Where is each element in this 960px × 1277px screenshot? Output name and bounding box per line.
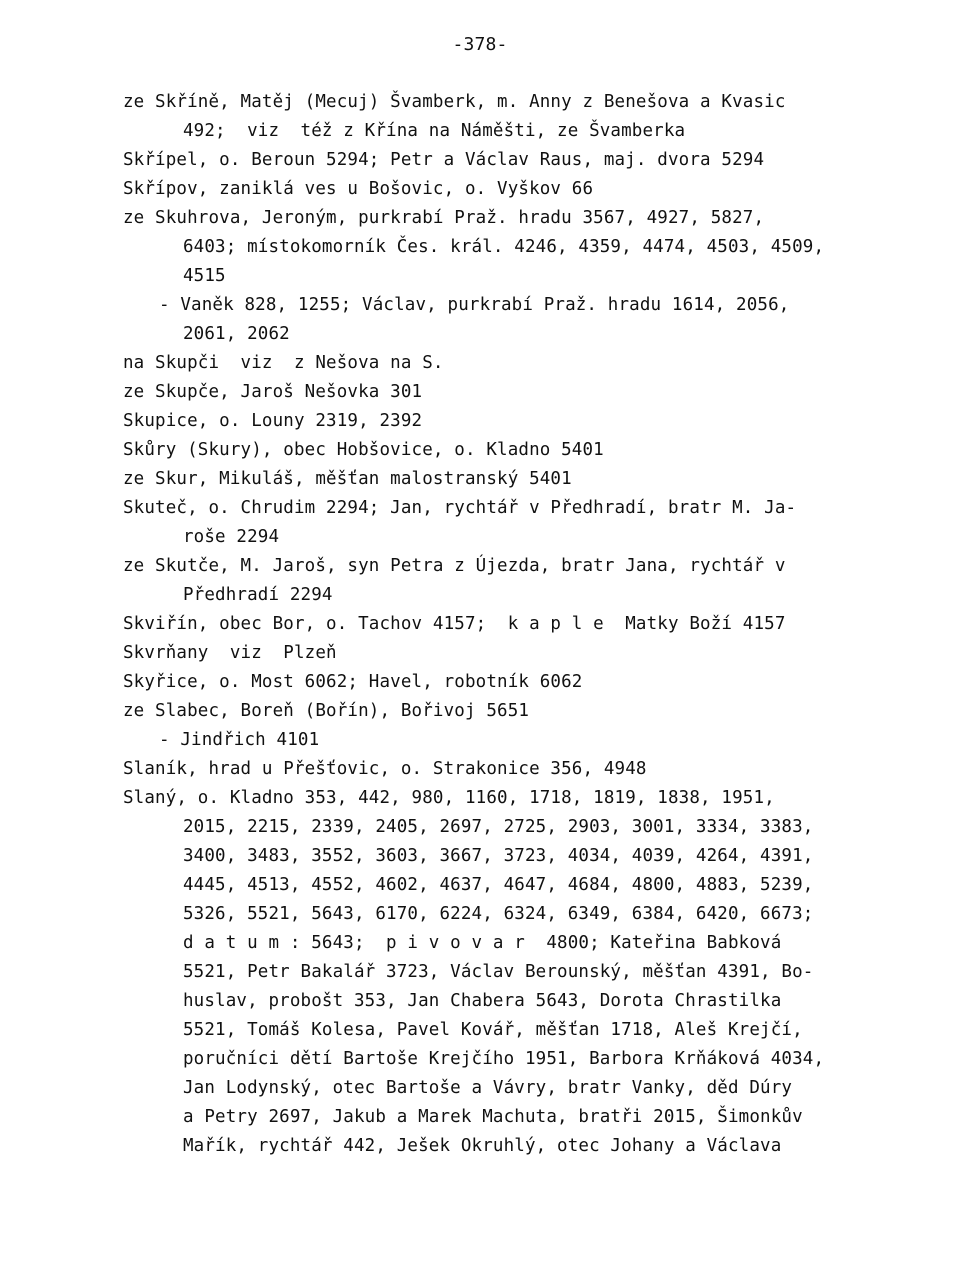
index-line: - Vaněk 828, 1255; Václav, purkrabí Praž. hradu 1614, 2056,	[159, 295, 790, 315]
index-line: huslav, probošt 353, Jan Chabera 5643, Dorota Chrastilka	[183, 991, 782, 1011]
index-line: 3400, 3483, 3552, 3603, 3667, 3723, 4034, 4039, 4264, 4391,	[183, 846, 814, 866]
index-line: Skřípel, o. Beroun 5294; Petr a Václav Raus, maj. dvora 5294	[123, 150, 765, 170]
index-line: 4445, 4513, 4552, 4602, 4637, 4647, 4684, 4800, 4883, 5239,	[183, 875, 814, 895]
index-line: Skyřice, o. Most 6062; Havel, robotník 6062	[123, 672, 583, 692]
index-line: ze Skříně, Matěj (Mecuj) Švamberk, m. Anny z Benešova a Kvasic	[123, 92, 786, 112]
index-line: d a t u m : 5643; p i v o v a r 4800; Kateřina Babková	[183, 933, 782, 953]
index-line: 5326, 5521, 5643, 6170, 6224, 6324, 6349, 6384, 6420, 6673;	[183, 904, 814, 924]
index-line: Skvrňany viz Plzeň	[123, 643, 337, 663]
index-line: a Petry 2697, Jakub a Marek Machuta, bratři 2015, Šimonkův	[183, 1107, 803, 1127]
index-entries	[123, 88, 824, 1161]
index-line: Skřípov, zaniklá ves u Bošovic, o. Vyškov 66	[123, 179, 594, 199]
index-line: Skůry (Skury), obec Hobšovice, o. Kladno 5401	[123, 440, 604, 460]
index-line: Slaník, hrad u Přešťovic, o. Strakonice 356, 4948	[123, 759, 647, 779]
index-line: Slaný, o. Kladno 353, 442, 980, 1160, 1718, 1819, 1838, 1951,	[123, 788, 775, 808]
index-line: ze Skuhrova, Jeroným, purkrabí Praž. hradu 3567, 4927, 5827,	[123, 208, 765, 228]
index-line: 492; viz též z Křína na Náměšti, ze Švamberka	[183, 121, 686, 141]
index-line: poručníci dětí Bartoše Krejčího 1951, Barbora Krňáková 4034,	[183, 1049, 825, 1069]
page-number: -378-	[452, 34, 508, 55]
index-line: ze Slabec, Boreň (Bořín), Bořivoj 5651	[123, 701, 530, 721]
index-line: roše 2294	[183, 527, 280, 547]
index-line: - Jindřich 4101	[159, 730, 320, 750]
index-line: ze Skutče, M. Jaroš, syn Petra z Újezda, bratr Jana, rychtář v	[123, 556, 786, 576]
index-line: 6403; místokomorník Čes. král. 4246, 4359, 4474, 4503, 4509,	[183, 237, 825, 257]
index-line: Jan Lodynský, otec Bartoše a Vávry, bratr Vanky, děd Dúry	[183, 1078, 793, 1098]
index-line: ze Skur, Mikuláš, měšťan malostranský 5401	[123, 469, 572, 489]
index-line: ze Skupče, Jaroš Nešovka 301	[123, 382, 423, 402]
index-line: Skupice, o. Louny 2319, 2392	[123, 411, 423, 431]
index-line: na Skupči viz z Nešova na S.	[123, 353, 444, 373]
index-line: Skviřín, obec Bor, o. Tachov 4157; k a p l e Matky Boží 4157	[123, 614, 786, 634]
index-line: Mařík, rychtář 442, Ješek Okruhlý, otec Johany a Václava	[183, 1136, 782, 1156]
index-line: 4515	[183, 266, 226, 286]
index-line: 2061, 2062	[183, 324, 290, 344]
index-line: 2015, 2215, 2339, 2405, 2697, 2725, 2903, 3001, 3334, 3383,	[183, 817, 814, 837]
index-line: 5521, Tomáš Kolesa, Pavel Kovář, měšťan 1718, Aleš Krejčí,	[183, 1020, 803, 1040]
index-line: Skuteč, o. Chrudim 2294; Jan, rychtář v Předhradí, bratr M. Ja-	[123, 498, 797, 518]
index-line: Předhradí 2294	[183, 585, 333, 605]
index-line: 5521, Petr Bakalář 3723, Václav Berounský, měšťan 4391, Bo-	[183, 962, 814, 982]
